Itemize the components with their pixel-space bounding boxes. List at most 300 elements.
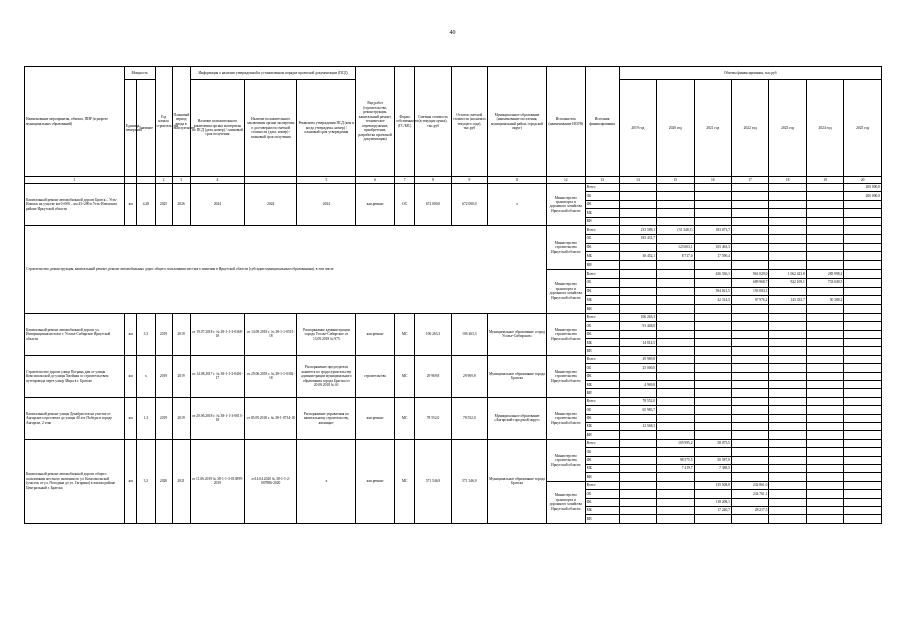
funding-source: МБ (585, 381, 619, 389)
funding-value (694, 448, 731, 456)
object-work-type: строительство (356, 355, 395, 397)
executor: Министерство транспорта и дорожного хозяйства Иркутской области (547, 184, 586, 226)
funding-source: ОБ (585, 406, 619, 414)
funding-value (619, 414, 656, 422)
funding-source: ВИ (585, 431, 619, 439)
funding-value (619, 498, 656, 506)
funding-source: ФБ (585, 287, 619, 296)
funding-value: 17 240,7 (694, 506, 731, 514)
funding-value (769, 225, 806, 234)
funding-value (769, 490, 806, 498)
funding-value (657, 397, 694, 405)
funding-value: 961 029,0 (731, 269, 768, 278)
header-year: 2019 год (619, 80, 656, 177)
object-approve: Распоряжение администрации города Усолье-Сибирское от 13.09.2018 № 975 (297, 313, 356, 355)
funding-value (769, 234, 806, 243)
column-number: 2 (155, 177, 172, 184)
funding-value (844, 464, 882, 472)
column-number: 8 (415, 177, 451, 184)
column-number: 14 (619, 177, 656, 184)
funding-value (844, 423, 882, 431)
object-psd: от 19.07.2018 г. № 38-1-1-3-0368-18 (190, 313, 244, 355)
funding-value (657, 448, 694, 456)
funding-value (731, 184, 768, 192)
funding-value (844, 322, 882, 330)
funding-value (844, 252, 882, 261)
funding-value (731, 381, 768, 389)
header-value: Значение (137, 80, 155, 177)
funding-value (806, 506, 843, 514)
executor: Министерство транспорта и дорожного хозяйства Иркутской области (547, 481, 586, 523)
funding-source: МБ (585, 423, 619, 431)
funding-value: 183 073,7 (694, 225, 731, 234)
funding-source: ВИ (585, 347, 619, 355)
funding-value (694, 339, 731, 347)
funding-value (769, 252, 806, 261)
funding-value (769, 355, 806, 363)
funding-value (806, 414, 843, 422)
funding-value (769, 305, 806, 314)
funding-value (769, 456, 806, 464)
funding-value (694, 389, 731, 397)
funding-value (694, 330, 731, 338)
funding-source: ОБ (585, 278, 619, 287)
funding-value (844, 372, 882, 380)
funding-value (844, 269, 882, 278)
funding-value (657, 423, 694, 431)
funding-value (657, 364, 694, 372)
funding-value (619, 464, 656, 472)
funding-value (806, 192, 843, 200)
object-value: 3,3 (137, 313, 155, 355)
funding-source: ОБ (585, 192, 619, 200)
object-value: 3,3 (137, 439, 155, 523)
header-year: 2024 год (806, 80, 843, 177)
funding-value (694, 234, 731, 243)
executor: Министерство строительства Иркутской области (547, 397, 586, 439)
funding-value (769, 347, 806, 355)
object-end-year: 2021 (172, 439, 190, 523)
funding-value (844, 339, 882, 347)
funding-value (769, 217, 806, 225)
funding-value (694, 200, 731, 208)
funding-value (844, 355, 882, 363)
funding-value (619, 217, 656, 225)
funding-value (657, 347, 694, 355)
object-cost-check: от 29.06.2018 г. № 38-1-1-0302-18 (245, 355, 297, 397)
funding-value (657, 234, 694, 243)
table-row (25, 225, 882, 234)
executor: Министерство строительства Иркутской области (547, 439, 586, 481)
funding-value (769, 322, 806, 330)
object-cost-check: 2024 (245, 184, 297, 226)
funding-value (769, 439, 806, 447)
object-remaining: 78 552,0 (451, 397, 487, 439)
funding-value (769, 498, 806, 506)
funding-source: МБ (585, 296, 619, 305)
funding-value (769, 431, 806, 439)
funding-value (806, 490, 843, 498)
funding-value: 689 968,7 (731, 278, 768, 287)
funding-value: 193 084,1 (731, 287, 768, 296)
object-remaining: 672 000,0 (451, 184, 487, 226)
funding-source: МБ (585, 506, 619, 514)
funding-value (694, 278, 731, 287)
table-row (25, 184, 882, 192)
object-cost-check: от14.04.2020 № 38-1-1-2-007886-2020 (245, 439, 297, 523)
funding-value: 4 969,8 (619, 381, 656, 389)
funding-value (619, 243, 656, 252)
funding-value (731, 414, 768, 422)
funding-value (844, 296, 882, 305)
header-remaining: Остаток сметной стоимости (на начало текущего года), тыс.руб (451, 67, 487, 177)
funding-value: (31 348,1) (657, 225, 694, 234)
column-number: 13 (585, 177, 619, 184)
object-ownership: МС (394, 397, 414, 439)
funding-value (657, 269, 694, 278)
funding-value (619, 192, 656, 200)
object-approve: х (297, 439, 356, 523)
funding-source: МБ (585, 252, 619, 261)
object-start-year: 2019 (155, 313, 172, 355)
funding-value (731, 397, 768, 405)
funding-value (844, 234, 882, 243)
funding-value (657, 389, 694, 397)
funding-value (694, 414, 731, 422)
table-row (25, 397, 882, 405)
funding-value (844, 448, 882, 456)
funding-source: ОБ (585, 234, 619, 243)
funding-value (619, 515, 656, 523)
funding-value: 118 208,1 (694, 498, 731, 506)
object-name: Строительство дороги улица Погрань дам от улицы Комсомольской до улицы Хвойная со строительством путепровода через улицу Мира в г. Братске (25, 355, 125, 397)
funding-value (844, 490, 882, 498)
object-work-type: кап.ремонт (356, 439, 395, 523)
object-value: 4,28 (137, 184, 155, 226)
funding-value (694, 473, 731, 481)
funding-value (619, 389, 656, 397)
funding-value: 922 109,1 (769, 278, 806, 287)
funding-value: 50 587,0 (694, 456, 731, 464)
column-number: 16 (694, 177, 731, 184)
funding-value (619, 448, 656, 456)
funding-value (769, 414, 806, 422)
funding-value (769, 397, 806, 405)
funding-value (731, 473, 768, 481)
header-start-year: Год начала строительства (155, 67, 172, 177)
funding-value: 12 568,3 (619, 423, 656, 431)
funding-value (619, 330, 656, 338)
funding-value: 42 314,5 (694, 296, 731, 305)
object-value: 1,3 (137, 397, 155, 439)
funding-value: 105 995,2 (657, 439, 694, 447)
funding-source: ВИ (585, 515, 619, 523)
funding-source: ФБ (585, 498, 619, 506)
funding-value (769, 313, 806, 321)
header-work-type: Вид работ (строительство, реконструкция, капитальный ремонт, техническое перевооружение, приобретение, разработка проектной документации) (356, 67, 395, 177)
funding-value (694, 313, 731, 321)
funding-value (694, 184, 731, 192)
funding-value (731, 192, 768, 200)
object-municipality: Муниципальное образование города Братска (488, 355, 547, 397)
object-municipality: х (488, 184, 547, 226)
funding-value (806, 322, 843, 330)
funding-value (657, 296, 694, 305)
funding-value (694, 364, 731, 372)
funding-value (844, 217, 882, 225)
funding-value: 285 998,2 (806, 269, 843, 278)
column-number: 18 (769, 177, 806, 184)
object-end-year: 2026 (172, 184, 190, 226)
funding-value (657, 414, 694, 422)
funding-value (694, 397, 731, 405)
object-psd: от 20.06.2018 г. № 38-1-1-3-0013-18 (190, 397, 244, 439)
funding-value (694, 372, 731, 380)
funding-value (619, 305, 656, 314)
object-end-year: 2019 (172, 313, 190, 355)
funding-value (731, 339, 768, 347)
object-est-cost: 672 000,0 (415, 184, 451, 226)
funding-value: 98 575,5 (657, 456, 694, 464)
funding-value: 58 075,5 (694, 439, 731, 447)
funding-value (619, 261, 656, 270)
header-year: 2025 год (844, 80, 882, 177)
header-psd: Наличие положительного заключения органа экспертизы по ПСД (дата, номер) / плановый срок получения (190, 80, 244, 177)
funding-value (806, 439, 843, 447)
funding-value: 28 217,5 (731, 506, 768, 514)
funding-value (806, 473, 843, 481)
funding-value (731, 322, 768, 330)
object-name: Капитальный ремонт автомобильной дороги ул. Интернационалистов в г. Усолье-Сибирское Иркутской области (25, 313, 125, 355)
funding-value (657, 192, 694, 200)
funding-source: ВИ (585, 305, 619, 314)
header-unit: Единица измерения (124, 80, 136, 177)
funding-source: МБ (585, 339, 619, 347)
header-cost: Наличие положительного заключения органа экспертизы о достоверности сметной стоимости (дата, номер) / плановый срок получения (245, 80, 297, 177)
funding-value (694, 209, 731, 217)
funding-value (694, 490, 731, 498)
funding-value (731, 243, 768, 252)
funding-value (694, 261, 731, 270)
funding-value (844, 389, 882, 397)
header-est-cost: Сметная стоимость (в текущих ценах), тыс.руб (415, 67, 451, 177)
executor: Министерство транспорта и дорожного хозяйства Иркутской области (547, 269, 586, 313)
funding-value (731, 200, 768, 208)
funding-value: 165 463,3 (694, 243, 731, 252)
funding-value (657, 313, 694, 321)
funding-value (844, 209, 882, 217)
funding-value: 78 552,0 (619, 397, 656, 405)
funding-value (769, 515, 806, 523)
funding-value (731, 209, 768, 217)
funding-value (657, 481, 694, 489)
funding-value (657, 490, 694, 498)
funding-value (806, 339, 843, 347)
object-approve: Распоряжение управления по капитальному строительству, жилищно- (297, 397, 356, 439)
funding-source: Всего (585, 397, 619, 405)
funding-source: ОБ (585, 490, 619, 498)
funding-value: 123 603,1 (657, 243, 694, 252)
funding-value (731, 456, 768, 464)
header-year: 2020 год (657, 80, 694, 177)
object-ownership: МС (394, 439, 414, 523)
funding-value (806, 287, 843, 296)
funding-value (769, 243, 806, 252)
funding-value (769, 481, 806, 489)
object-end-year: 2019 (172, 397, 190, 439)
funding-value (769, 506, 806, 514)
funding-value: 50 388,2 (806, 296, 843, 305)
funding-value (806, 448, 843, 456)
funding-value (806, 313, 843, 321)
object-cost-check: от 14.09.2018 г. № 38-1-1-0515-18 (245, 313, 297, 355)
funding-value (769, 473, 806, 481)
object-name: Капитальный ремонт улицы Декабристов на участке от Ангарского проспекта до улицы 40 лет Победы в городе Ангарске, 2 этап (25, 397, 125, 439)
funding-source: ОБ (585, 364, 619, 372)
funding-value (619, 200, 656, 208)
header-name: Наименование мероприятия, объекта, ПИР (в разрезе муниципальных образований) (25, 67, 125, 177)
funding-value (806, 464, 843, 472)
funding-source: ФБ (585, 372, 619, 380)
funding-value (844, 397, 882, 405)
object-work-type: кап.ремонт (356, 397, 395, 439)
object-work-type: кап.ремонт (356, 313, 395, 355)
funding-value (806, 355, 843, 363)
funding-value (731, 431, 768, 439)
funding-value (806, 481, 843, 489)
funding-value (619, 296, 656, 305)
column-number: 1 (25, 177, 125, 184)
funding-value (657, 184, 694, 192)
header-capacity: Мощность (124, 67, 155, 80)
funding-value (806, 234, 843, 243)
object-name: Капитальный ремонт автомобильной дороги Братск – Усть-Илимск на участке км 0+000 – км 43+280 в Усть-Илимском районе Иркутской области (25, 184, 125, 226)
object-approve: 2024 (297, 184, 356, 226)
funding-value (844, 200, 882, 208)
funding-value (731, 261, 768, 270)
funding-value (806, 364, 843, 372)
page-number: 40 (449, 30, 456, 36)
column-number: 20 (844, 177, 882, 184)
funding-value (844, 406, 882, 414)
funding-value (731, 448, 768, 456)
funding-value (806, 200, 843, 208)
funding-value: 17 590,4 (694, 252, 731, 261)
funding-value: 436 336,1 (694, 269, 731, 278)
funding-value (619, 372, 656, 380)
funding-value: 7 419,7 (657, 464, 694, 472)
funding-value (806, 381, 843, 389)
object-municipality: Муниципальное образование «город Усолье-Сибирское» (488, 313, 547, 355)
column-number-row (25, 177, 882, 184)
funding-value (806, 515, 843, 523)
funding-value: 733 049,5 (806, 278, 843, 287)
funding-value (657, 200, 694, 208)
object-est-cost: 106 263,3 (415, 313, 451, 355)
funding-value (806, 209, 843, 217)
funding-value (806, 261, 843, 270)
funding-value (657, 209, 694, 217)
funding-value (844, 243, 882, 252)
column-number: 7 (394, 177, 414, 184)
funding-value (657, 287, 694, 296)
funding-value (769, 389, 806, 397)
object-psd: от 11.06.2019 № 38-1-1-3-013899-2019 (190, 439, 244, 523)
header-approve: Реквизиты утверждения ПСД (кем и когда утверждена, номер) / плановый срок утверждения (297, 80, 356, 177)
funding-value (844, 347, 882, 355)
funding-source: Всего (585, 481, 619, 489)
funding-source: ОБ (585, 448, 619, 456)
funding-value (806, 184, 843, 192)
funding-value (769, 192, 806, 200)
column-number: 17 (731, 177, 768, 184)
funding-value (731, 225, 768, 234)
object-municipality: Муниципальное образование города Братска (488, 439, 547, 523)
funding-source: МБ (585, 209, 619, 217)
object-municipality: Муниципальное образование «Ангарский городской округ» (488, 397, 547, 439)
funding-value (844, 456, 882, 464)
object-start-year: 2019 (155, 355, 172, 397)
funding-value (619, 456, 656, 464)
funding-value (806, 225, 843, 234)
object-psd: 2024 (190, 184, 244, 226)
funding-value (731, 464, 768, 472)
column-number: 12 (547, 177, 586, 184)
funding-table (24, 66, 882, 524)
funding-value: 91 448,8 (619, 322, 656, 330)
funding-value: 394 021,5 (694, 287, 731, 296)
header-row (25, 67, 882, 80)
column-number: 15 (657, 177, 694, 184)
funding-value (657, 330, 694, 338)
funding-value: 135 508,8 (694, 481, 731, 489)
funding-value (806, 406, 843, 414)
funding-value (806, 305, 843, 314)
header-executor: Исполнитель (наименование ИОГВ) (547, 67, 586, 177)
funding-value (694, 322, 731, 330)
funding-value (694, 305, 731, 314)
column-number: 9 (451, 177, 487, 184)
funding-value (844, 305, 882, 314)
funding-value: 8 717,0 (657, 252, 694, 261)
funding-value (844, 287, 882, 296)
funding-value (657, 217, 694, 225)
object-start-year: 2025 (155, 184, 172, 226)
object-end-year: 2019 (172, 355, 190, 397)
funding-value (844, 431, 882, 439)
object-ownership: МС (394, 313, 414, 355)
funding-source: ОБ (585, 322, 619, 330)
funding-value (769, 381, 806, 389)
funding-value (657, 322, 694, 330)
funding-value (806, 217, 843, 225)
funding-value (731, 406, 768, 414)
funding-value (806, 252, 843, 261)
funding-value (619, 184, 656, 192)
funding-value (806, 243, 843, 252)
funding-value (844, 225, 882, 234)
header-year: 2022 год (731, 80, 768, 177)
object-unit: км (124, 397, 136, 439)
funding-source: ФБ (585, 414, 619, 422)
funding-value: 200 000,0 (844, 184, 882, 192)
funding-value (657, 305, 694, 314)
funding-value (657, 355, 694, 363)
object-ownership: МС (394, 355, 414, 397)
funding-value (694, 431, 731, 439)
funding-value (731, 330, 768, 338)
funding-value (806, 372, 843, 380)
